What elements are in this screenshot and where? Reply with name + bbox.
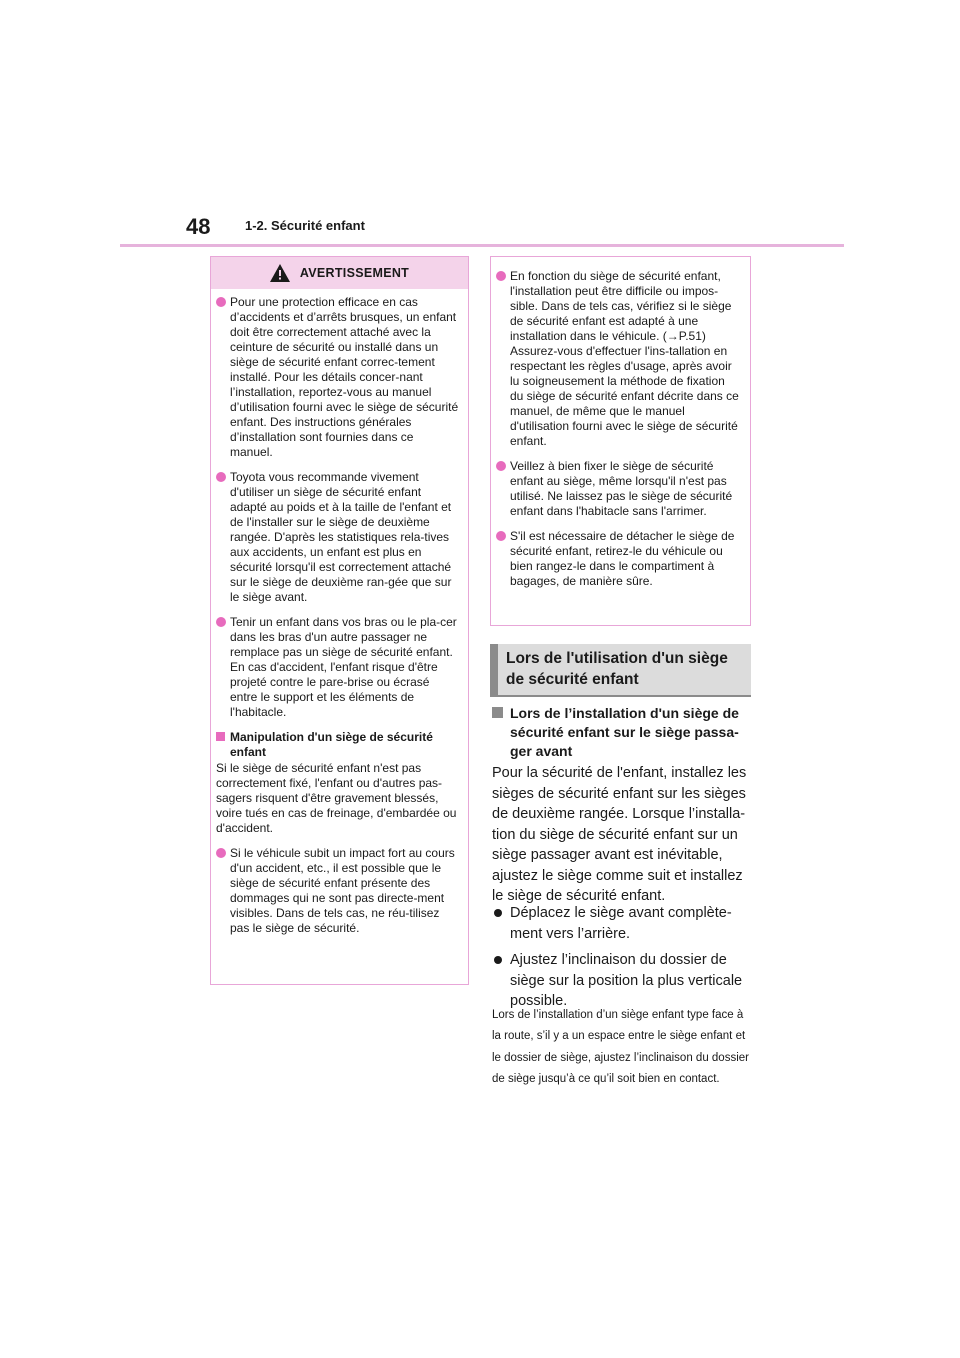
bullet-dot-icon <box>216 297 226 307</box>
heading-underline <box>490 695 751 697</box>
bullet-dot-icon <box>494 956 502 964</box>
warning-bullet: S'il est nécessaire de détacher le siège de sécurité enfant, retirez-le du véhicule ou bien rangez-le dans le compartiment à bagages, de manière sûre. <box>496 529 741 589</box>
warning-triangle-icon <box>270 264 290 282</box>
section-heading: Lors de l'utilisation d'un siège de sécurité enfant <box>490 644 751 696</box>
warning-bullet: Si le véhicule subit un impact fort au cours d'un accident, etc., il est possible que le siège de sécurité enfant présente des dommages qui ne sont pas directe-ment visibles. Dans de tels cas, ne réu-tilisez pas le siège de sécurité. <box>216 846 459 936</box>
header-rule <box>120 244 844 247</box>
warning-bullet: Veillez à bien fixer le siège de sécurité enfant au siège, même lorsqu'il n'est pas utilisé. Ne laissez pas le siège de sécurité enfant dans l'habitacle sans l'arrimer. <box>496 459 741 519</box>
warning-sub-heading: Manipulation d'un siège de sécurité enfant <box>216 730 459 760</box>
bullet-dot-icon <box>216 848 226 858</box>
step-item: Déplacez le siège avant complète-ment vers l’arrière. <box>492 903 754 944</box>
warning-box-left <box>210 256 469 985</box>
sub-heading: Lors de l’installation d'un siège de sécurité enfant sur le siège passa-ger avant <box>492 704 754 761</box>
warning-bullet: Tenir un enfant dans vos bras ou le pla-cer dans les bras d'un autre passager ne remplace pas un siège de sécurité enfant. En cas d'accident, l'enfant risque d'être projeté contre le pare-brise ou écrasé entre le support et les éléments de l'habitacle. <box>216 615 459 720</box>
bullet-dot-icon <box>216 617 226 627</box>
page-number: 48 <box>186 214 211 239</box>
bullet-dot-icon <box>216 472 226 482</box>
square-bullet-icon <box>492 707 503 718</box>
warning-left-content <box>211 289 468 936</box>
warning-title: AVERTISSEMENT <box>299 266 410 280</box>
steps-list <box>492 903 754 1018</box>
warning-bullet: En fonction du siège de sécurité enfant, l'installation peut être difficile ou impos-sible. Dans de tels cas, vérifiez si le siège de sécurité enfant est adapté à une installation dans le véhicule. (→P.51) Assurez-vous d'effectuer l'ins-tallation en respectant les règles d'usage, après avoir lu soigneusement la méthode de fixation du siège de sécurité enfant décrite dans ce manuel, de même que le manuel d'utilisation fourni avec le siège de sécurité enfant. <box>496 269 741 449</box>
section-title: 1-2. Sécurité enfant <box>245 218 365 233</box>
warning-bullet: Pour une protection efficace en cas d’accidents et d’arrêts brusques, un enfant doit être correctement attaché avec la ceinture de sécurité ou installé dans un siège de sécurité enfant correc-tement installé. Pour les détails concer-nant l’installation, reportez-vous au manuel d’utilisation fourni avec le siège de sécurité enfant. Des instructions générales d’installation sont fournies dans ce manuel. <box>216 295 459 460</box>
body-paragraph: Pour la sécurité de l'enfant, installez les sièges de sécurité enfant sur les sièges de deuxième rangée. Lorsque l’installa-tion du siège de sécurité enfant sur un siège passager avant est inévitable, ajustez le siège comme suit et installez le siège de sécurité enfant. <box>492 765 747 904</box>
warning-box-right <box>490 256 751 626</box>
square-bullet-icon <box>216 732 225 741</box>
bullet-dot-icon <box>496 531 506 541</box>
warning-bullet: Toyota vous recommande vivement d'utiliser un siège de sécurité enfant adapté au poids et à la taille de l'enfant et de l'installer sur le siège de deuxième rangée. D'après les statistiques rela-tives aux accidents, un enfant est plus en sécurité lorsqu'il est correctement attaché sur le siège de deuxième ran-gée que sur le siège avant. <box>216 470 459 605</box>
note-text: Lors de l’installation d’un siège enfant type face à la route, s’il y a un espace entre le siège enfant et le dossier de siège, ajustez l’inclinaison du dossier de siège jusqu’à ce qu’il soit bien en contact. <box>492 1009 749 1085</box>
bullet-dot-icon <box>494 909 502 917</box>
bullet-dot-icon <box>496 461 506 471</box>
bullet-dot-icon <box>496 271 506 281</box>
warning-sub-text: Si le siège de sécurité enfant n'est pas correctement fixé, l'enfant ou d'autres pas-sagers risquent d'être gravement blessés, voire tués en cas de freinage, d'embardée ou d'accident. <box>216 761 457 835</box>
warning-header <box>211 257 468 289</box>
step-item: Ajustez l’inclinaison du dossier de siège sur la position la plus verticale possible. <box>492 950 754 1012</box>
warning-right-content <box>491 263 750 589</box>
